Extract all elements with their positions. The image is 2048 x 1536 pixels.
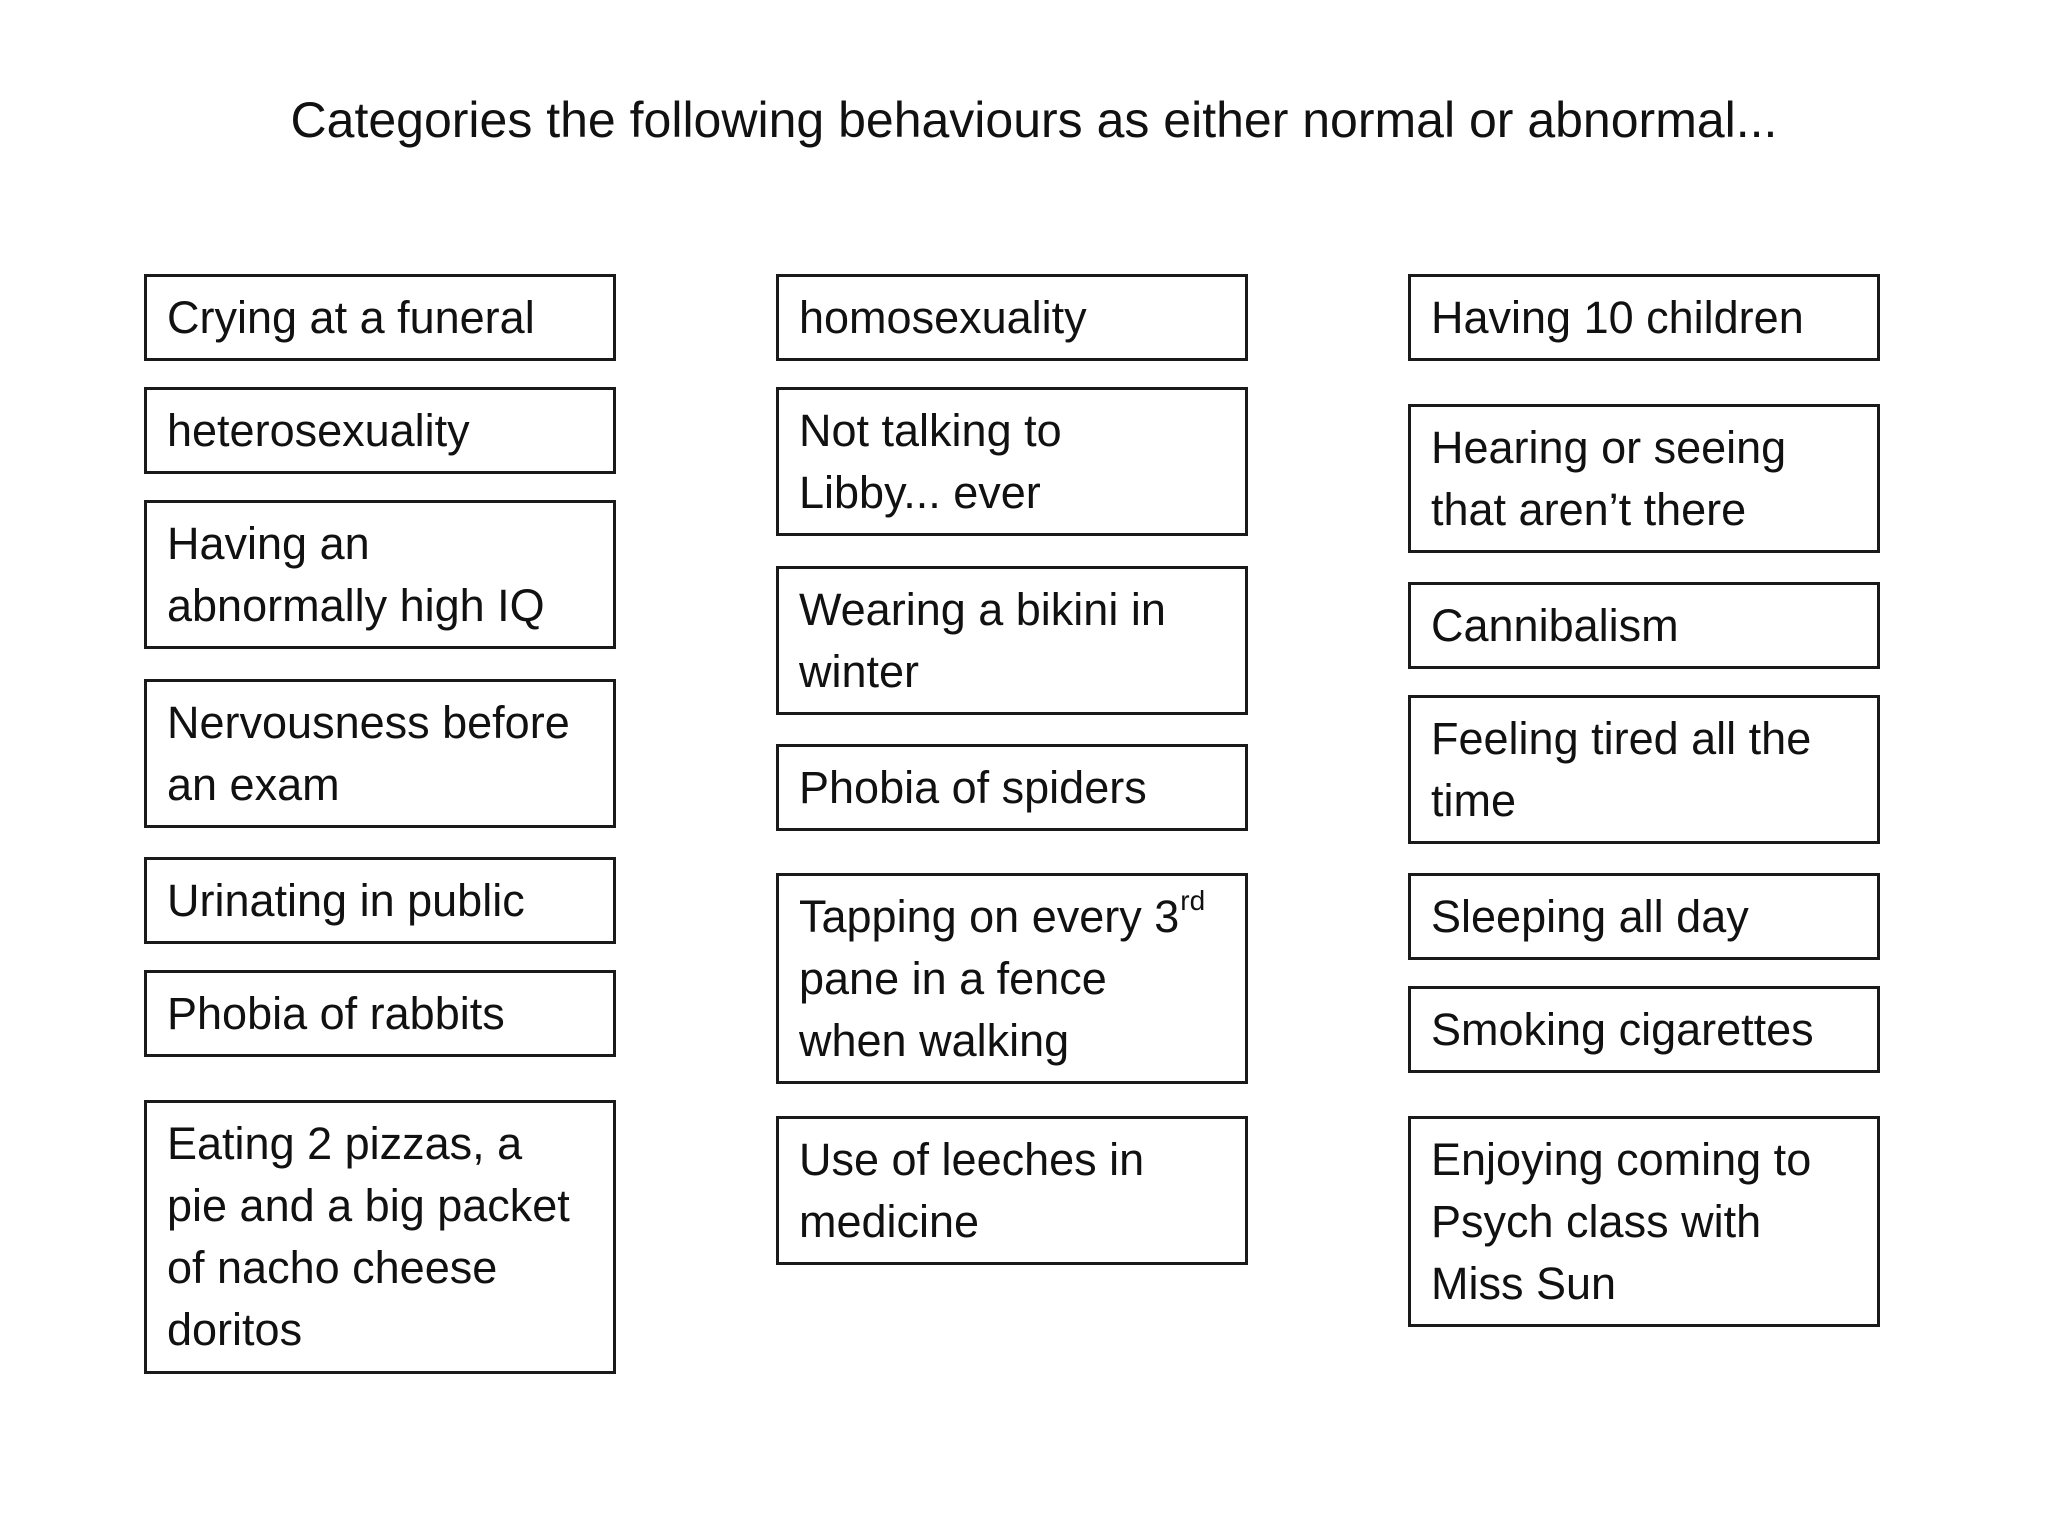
card-urinating-in-public: Urinating in public — [144, 857, 616, 944]
card-eating-2-pizzas: Eating 2 pizzas, a pie and a big packet of nacho cheese doritos — [144, 1100, 616, 1374]
ordinal-superscript: rd — [1180, 885, 1206, 916]
card-having-10-children: Having 10 children — [1408, 274, 1880, 361]
card-sleeping-all-day: Sleeping all day — [1408, 873, 1880, 960]
slide-title: Categories the following behaviours as either normal or abnormal... — [290, 92, 1778, 148]
card-homosexuality: homosexuality — [776, 274, 1248, 361]
card-phobia-of-spiders: Phobia of spiders — [776, 744, 1248, 831]
card-abnormally-high-iq: Having an abnormally high IQ — [144, 500, 616, 649]
card-bikini-in-winter: Wearing a bikini in winter — [776, 566, 1248, 715]
card-hearing-or-seeing: Hearing or seeing that aren’t there — [1408, 404, 1880, 553]
card-smoking-cigarettes: Smoking cigarettes — [1408, 986, 1880, 1073]
card-not-talking-to-libby: Not talking to Libby... ever — [776, 387, 1248, 536]
card-heterosexuality: heterosexuality — [144, 387, 616, 474]
card-leeches-in-medicine: Use of leeches in medicine — [776, 1116, 1248, 1265]
card-phobia-of-rabbits: Phobia of rabbits — [144, 970, 616, 1057]
card-crying-at-a-funeral: Crying at a funeral — [144, 274, 616, 361]
card-feeling-tired: Feeling tired all the time — [1408, 695, 1880, 844]
card-psych-class: Enjoying coming to Psych class with Miss Sun — [1408, 1116, 1880, 1327]
card-tapping-fence: Tapping on every 3rd pane in a fence when walking — [776, 873, 1248, 1084]
card-nervousness-before-exam: Nervousness before an exam — [144, 679, 616, 828]
card-cannibalism: Cannibalism — [1408, 582, 1880, 669]
